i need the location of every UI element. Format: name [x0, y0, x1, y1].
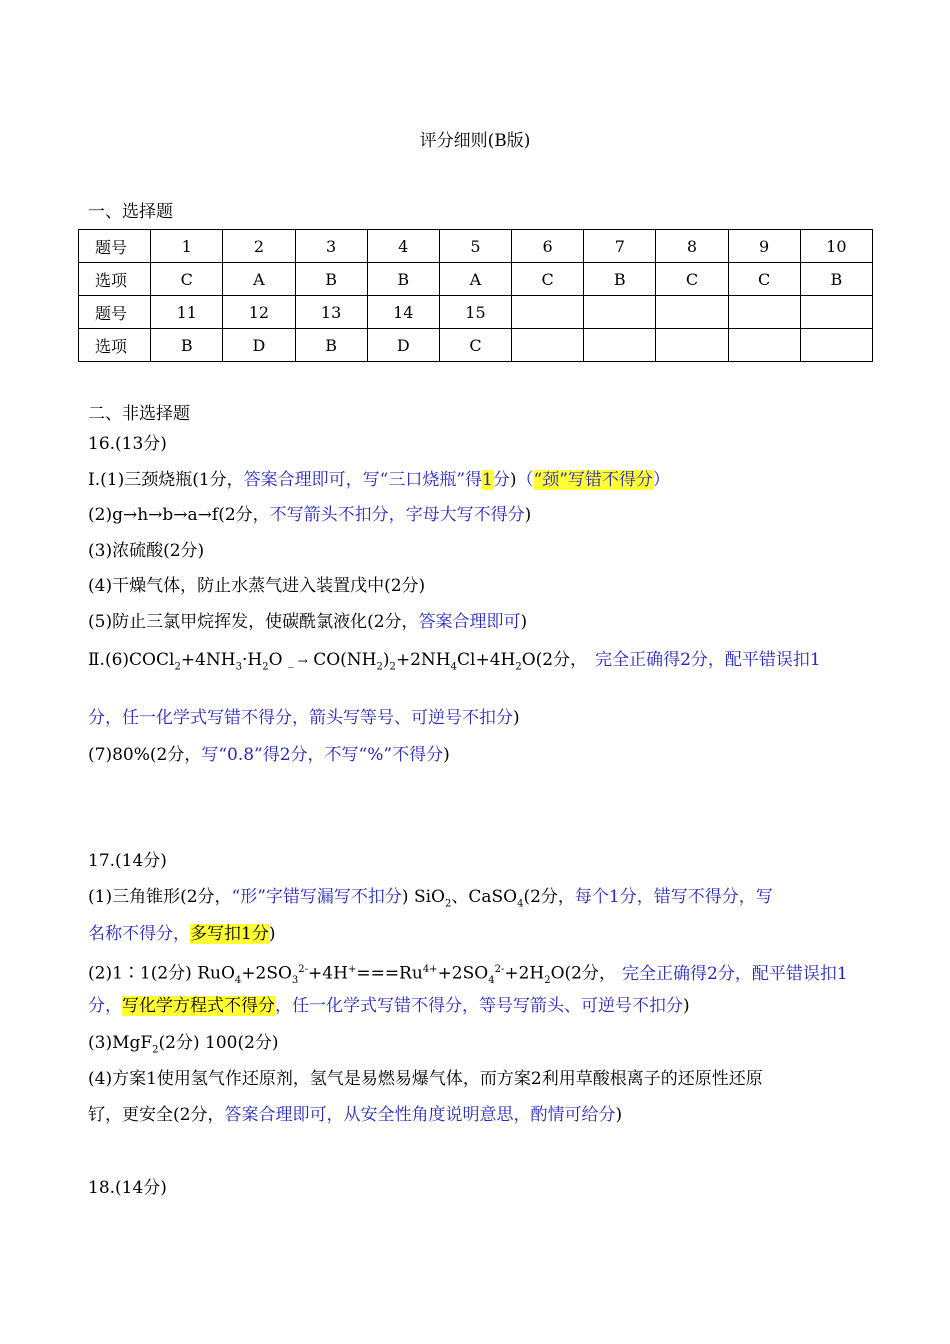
table-cell [728, 329, 800, 362]
table-cell: B [367, 263, 439, 296]
reaction-arrow: _ → [287, 654, 308, 668]
q16-line-4: (4)干燥气体，防止水蒸气进入装置戊中(2分) [88, 576, 426, 596]
table-row [79, 263, 873, 296]
table-cell: 题号 [79, 296, 151, 329]
table-cell: D [223, 329, 295, 362]
table-row [79, 230, 873, 263]
table-cell: 9 [728, 230, 800, 263]
table-row [79, 296, 873, 329]
table-cell: B [295, 329, 367, 362]
table-cell: 15 [439, 296, 511, 329]
table-cell: D [367, 329, 439, 362]
q16-line-7: (7)80%(2分，写“0.8”得2分，不写“%”不得分) [88, 745, 450, 765]
q16-line-6-cont: 分，任一化学式写错不得分，箭头写等号、可逆号不扣分) [88, 708, 520, 728]
q17-line-1-cont: 名称不得分，多写扣1分) [88, 924, 276, 944]
table-cell: 12 [223, 296, 295, 329]
q17-heading: 17.(14分) [88, 851, 167, 871]
table-cell [800, 296, 872, 329]
q17-line-3: (3)MgF$_2$(2分) 100(2分) [88, 1033, 279, 1056]
q17-line-1: (1)三角锥形(2分，“形”字错写漏写不扣分) SiO$_2$、CaSO$_4$(2分，每个1分，错写不得分，写 [88, 887, 773, 910]
table-cell: 7 [584, 230, 656, 263]
answer-table [78, 229, 873, 362]
table-cell: 题号 [79, 230, 151, 263]
table-cell [656, 296, 728, 329]
table-cell: C [512, 263, 584, 296]
q18-heading: 18.(14分) [88, 1178, 167, 1198]
table-cell: 10 [800, 230, 872, 263]
table-cell [800, 329, 872, 362]
table-cell: 选项 [79, 263, 151, 296]
table-cell [512, 296, 584, 329]
table-cell [728, 296, 800, 329]
highlight: 写化学方程式不得分 [122, 996, 275, 1016]
q17-line-2: (2)1∶1(2分) $RuO_4+2SO_3^{2-}+4H^+===Ru^{4+}+2SO_4^{2-}+2H_2O(2$分， 完全正确得2分，配平错误扣1 [88, 963, 848, 987]
table-cell [584, 296, 656, 329]
table-cell: C [656, 263, 728, 296]
highlight: “颈”写错不得分 [533, 470, 653, 490]
highlight: 多写扣1分 [190, 924, 269, 944]
table-cell [584, 329, 656, 362]
table-cell: 8 [656, 230, 728, 263]
table-cell: A [223, 263, 295, 296]
table-cell: 1 [151, 230, 223, 263]
table-row [79, 329, 873, 362]
q16-heading: 16.(13分) [88, 434, 167, 454]
table-cell: 3 [295, 230, 367, 263]
q16-line-2: (2)g→h→b→a→f(2分，不写箭头不扣分，字母大写不得分) [88, 505, 532, 525]
section-heading-nonchoice: 二、非选择题 [88, 404, 190, 424]
table-cell: 14 [367, 296, 439, 329]
q17-line-4: (4)方案1使用氢气作还原剂，氢气是易燃易爆气体，而方案2利用草酸根离子的还原性还原 [88, 1069, 763, 1089]
table-cell: A [439, 263, 511, 296]
table-cell: 选项 [79, 329, 151, 362]
table-cell: 11 [151, 296, 223, 329]
table-cell: 2 [223, 230, 295, 263]
q17-line-4-cont: 钌，更安全(2分，答案合理即可，从安全性角度说明意思，酌情可给分) [88, 1105, 623, 1125]
table-cell: B [800, 263, 872, 296]
q16-line-6: $Ⅱ.(6)COCl_2+4NH_3\cdot H_2O$ _ → $CO(NH_2)_2+2NH_4Cl+4H_2O(2$分， 完全正确得2分，配平错误扣1 [88, 642, 872, 685]
highlight: 1 [482, 470, 493, 490]
q16-line-5: (5)防止三氯甲烷挥发，使碳酰氯液化(2分，答案合理即可) [88, 612, 528, 632]
table-cell: 13 [295, 296, 367, 329]
table-cell: B [295, 263, 367, 296]
q16-line-1: Ⅰ.(1)三颈烧瓶(1分，答案合理即可，写“三口烧瓶”得1分)（“颈”写错不得分） [88, 470, 670, 490]
table-cell: C [151, 263, 223, 296]
table-cell [512, 329, 584, 362]
table-cell: B [584, 263, 656, 296]
table-cell: C [439, 329, 511, 362]
q16-line-3: (3)浓硫酸(2分) [88, 541, 205, 561]
q17-line-2-cont: 分，写化学方程式不得分，任一化学式写错不得分，等号写箭头、可逆号不扣分) [88, 996, 690, 1016]
table-cell: 6 [512, 230, 584, 263]
table-cell [656, 329, 728, 362]
table-cell: 4 [367, 230, 439, 263]
section-heading-choice: 一、选择题 [88, 202, 173, 222]
table-cell: 5 [439, 230, 511, 263]
table-cell: B [151, 329, 223, 362]
page-title: 评分细则(B版) [419, 131, 531, 151]
table-cell: C [728, 263, 800, 296]
